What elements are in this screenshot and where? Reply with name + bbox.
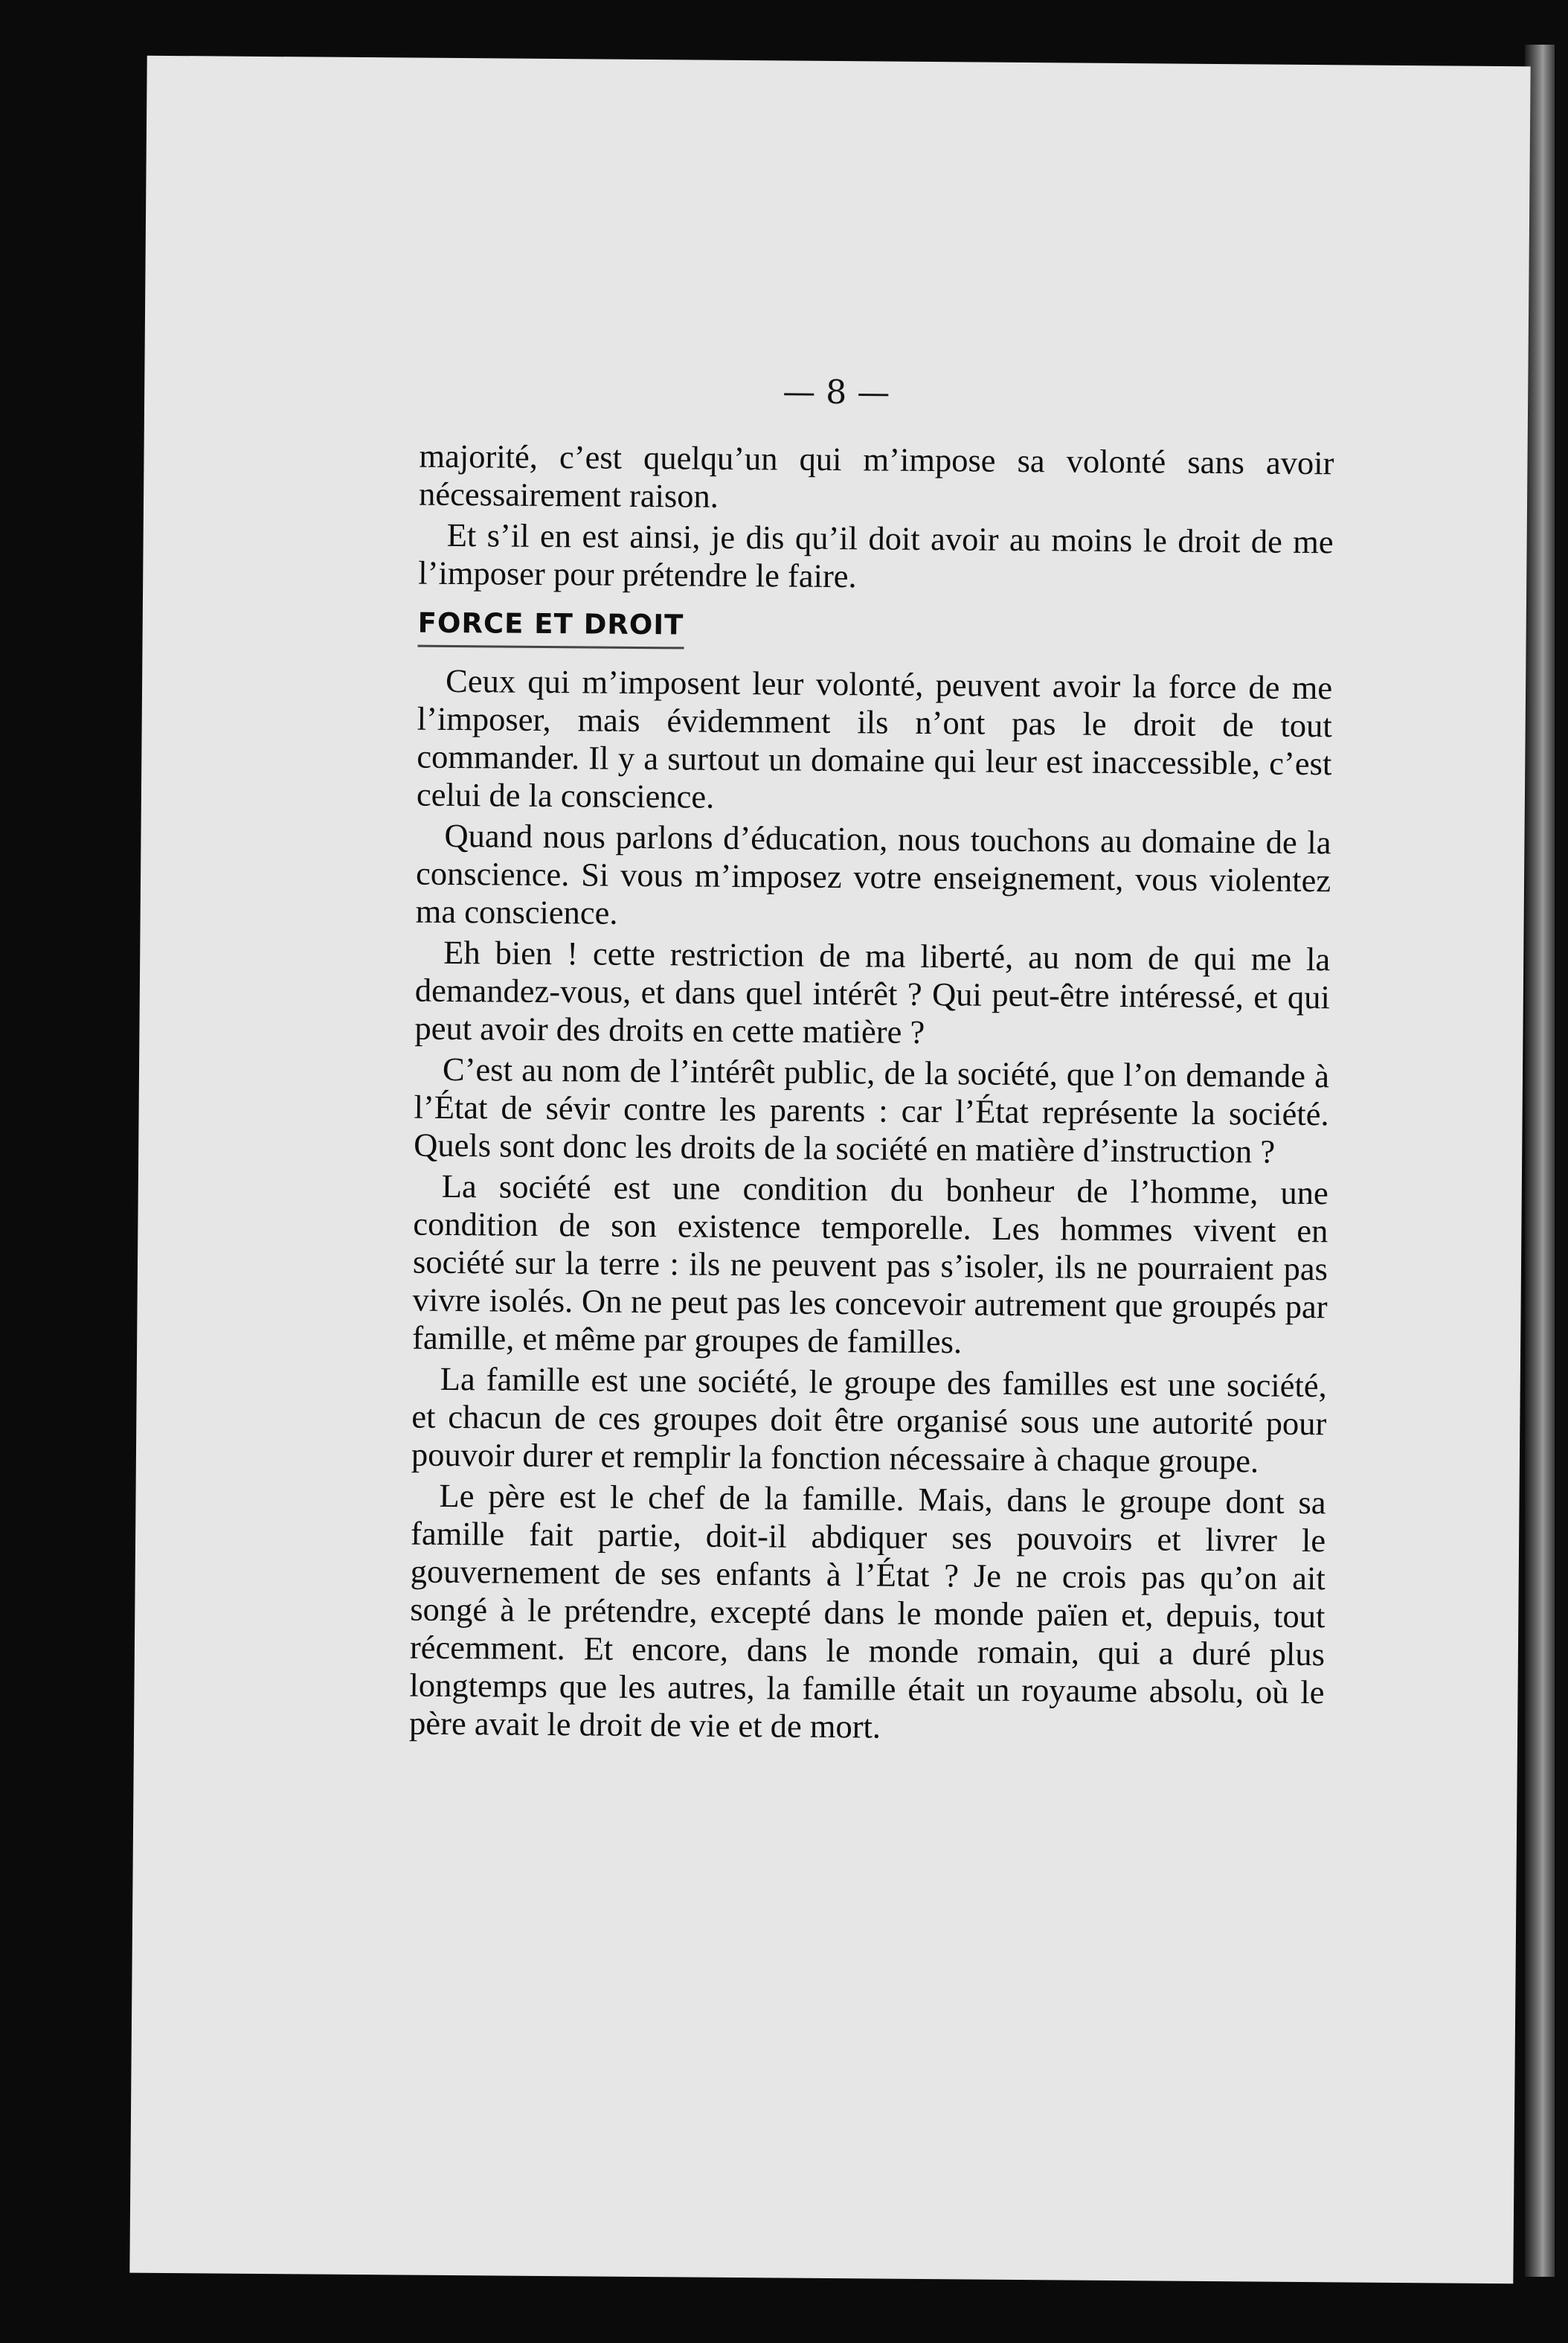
section-heading: FORCE ET DROIT <box>417 604 684 650</box>
book-page <box>129 56 1530 2284</box>
paragraph-2: Et s’il en est ainsi, je dis qu’il doit avoir au moins le droit de me l’imposer pour prétendre le faire. <box>418 516 1334 595</box>
paragraph-1: majorité, c’est quelqu’un qui m’impose sa volonté sans avoir nécessairement raison. <box>418 437 1334 515</box>
page-number: — 8 — <box>783 373 890 412</box>
paragraph-8: La famille est une société, le groupe des familles est une société, et chacun de ces groupes doit être organisé sous une autorité pour pouvoir durer et remplir la fonction nécessaire à chaque groupe. <box>411 1359 1327 1480</box>
paragraph-5: Eh bien ! cette restriction de ma liberté, au nom de qui me la demandez-vous, et dans quel intérêt ? Qui peut-être intéressé, et qui peut avoir des droits en cette matière ? <box>414 933 1331 1051</box>
page-body <box>409 437 1334 1753</box>
paragraph-3: Ceux qui m’imposent leur volonté, peuvent avoir la force de me l’imposer, mais évidemment ils n’ont pas le droit de tout commander. Il y a surtout un domaine qui leur est inaccessible, c’est celui de la conscience. <box>416 661 1333 815</box>
paragraph-9: Le père est le chef de la famille. Mais, dans le groupe dont sa famille fait partie, doit-il abdiquer ses pouvoirs et livrer le gouvernement de ses enfants à l’État ? Je ne crois pas qu’on ait songé à le prétendre, excepté dans le monde païen et, depuis, tout récemment. Et encore, dans le monde romain, qui a duré plus longtemps que les autres, la famille était un royaume absolu, où le père avait le droit de vie et de mort. <box>408 1476 1326 1746</box>
paragraph-6: C’est au nom de l’intérêt public, de la société, que l’on demande à l’État de sévir contre les parents : car l’État représente la société. Quels sont donc les droits de la société en matière d’instruction ? <box>414 1050 1330 1170</box>
paragraph-7: La société est une condition du bonheur de l’homme, une condition de son existence temporelle. Les hommes vivent en société sur la terre : ils ne peuvent pas s’isoler, ils ne pourraient pas vivre isolés. On ne peut pas les concevoir autrement que groupés par famille, et même par groupes de familles. <box>412 1167 1328 1361</box>
scan-edge <box>1525 45 1555 2277</box>
paragraph-4: Quand nous parlons d’éducation, nous touchons au domaine de la conscience. Si vous m’imposez votre enseignement, vous violentez ma conscience. <box>415 816 1331 932</box>
